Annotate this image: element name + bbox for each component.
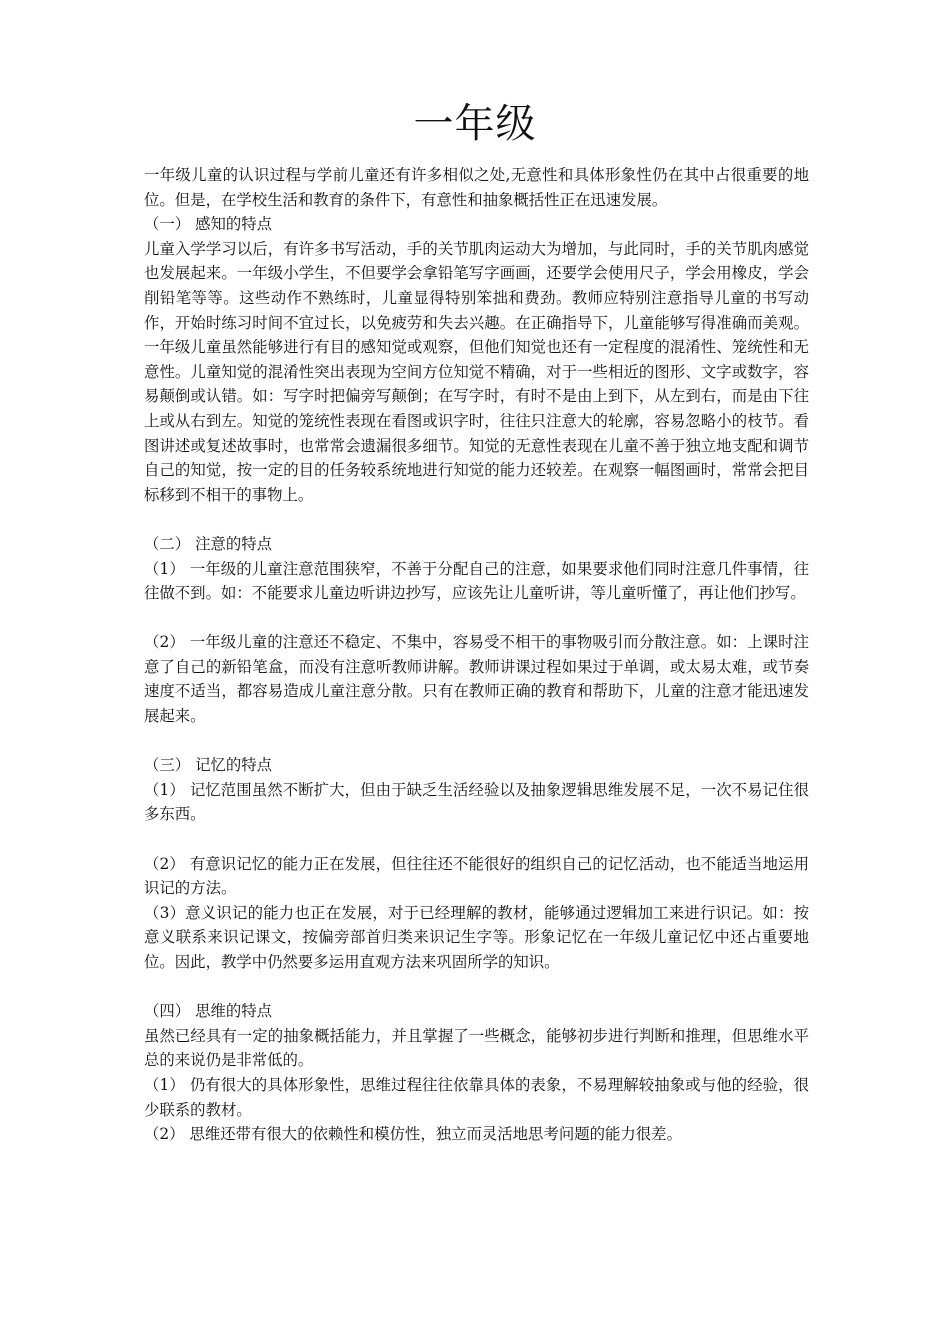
intro-paragraph: 一年级儿童的认识过程与学前儿童还有许多相似之处,无意性和具体形象性仍在其中占很重要的地位。但是，在学校生活和教育的条件下，有意性和抽象概括性正在迅速发展。 xyxy=(144,166,809,209)
paragraph-spacer xyxy=(144,606,809,631)
paragraph-spacer xyxy=(144,729,809,754)
section-heading-perception: （一） 感知的特点 xyxy=(144,215,273,234)
thinking-paragraph: 虽然已经具有一定的抽象概括能力，并且掌握了一些概念，能够初步进行判断和推理，但思维水平总的来说仍是非常低的。 xyxy=(144,1026,809,1070)
attention-item-1: （1） 一年级的儿童注意范围狭窄，不善于分配自己的注意，如果要求他们同时注意几件事情，往往做不到。如：不能要求儿童边听讲边抄写，应该先让儿童听讲，等儿童听懂了，再让他们抄写。 xyxy=(144,559,809,603)
page-title: 一年级 xyxy=(413,101,537,147)
section-heading-memory: （三） 记忆的特点 xyxy=(144,756,273,775)
paragraph-spacer xyxy=(144,975,809,1000)
memory-item-1: （1） 记忆范围虽然不断扩大，但由于缺乏生活经验以及抽象逻辑思维发展不足，一次不易记住很多东西。 xyxy=(144,780,809,824)
document-body xyxy=(144,163,809,1147)
thinking-item-1: （1） 仍有很大的具体形象性，思维过程往往依靠具体的表象，不易理解较抽象或与他的经验，很少联系的教材。 xyxy=(144,1075,809,1119)
attention-item-2: （2） 一年级儿童的注意还不稳定、不集中，容易受不相干的事物吸引而分散注意。如：上课时注意了自己的新铅笔盒，而没有注意听教师讲解。教师讲课过程如果过于单调，或太易太难，或节奏速度不适当，都容易造成儿童注意分散。只有在教师正确的教育和帮助下，儿童的注意才能迅速发展起来。 xyxy=(144,633,809,726)
memory-item-2: （2） 有意识记忆的能力正在发展，但往往还不能很好的组织自己的记忆活动，也不能适当地运用识记的方法。 xyxy=(144,854,809,898)
memory-item-3: （3）意义识记的能力也正在发展，对于已经理解的教材，能够通过逻辑加工来进行识记。如：按意义联系来识记课文，按偏旁部首归类来识记生字等。形象记忆在一年级儿童记忆中还占重要地位。因此，教学中仍然要多运用直观方法来巩固所学的知识。 xyxy=(144,903,809,971)
section-heading-thinking: （四） 思维的特点 xyxy=(144,1002,273,1021)
paragraph-spacer xyxy=(144,507,809,532)
thinking-item-2: （2） 思维还带有很大的依赖性和模仿性，独立而灵活地思考问题的能力很差。 xyxy=(144,1125,682,1144)
perception-paragraph: 儿童入学学习以后，有许多书写活动，手的关节肌肉运动大为增加，与此同时，手的关节肌肉感觉也发展起来。一年级小学生，不但要学会拿铅笔写字画画，还要学会使用尺子，学会用橡皮，学会削铅笔等等。这些动作不熟练时，儿童显得特别笨拙和费劲。教师应特别注意指导儿童的书写动作，开始时练习时间不宜过长，以免疲劳和失去兴趣。在正确指导下，儿童能够写得准确而美观。一年级儿童虽然能够进行有目的感知觉或观察，但他们知觉也还有一定程度的混淆性、笼统性和无意性。儿童知觉的混淆性突出表现为空间方位知觉不精确，对于一些相近的图形、文字或数字，容易颠倒或认错。如：写字时把偏旁写颠倒；在写字时，有时不是由上到下，从左到右，而是由下往上或从右到左。知觉的笼统性表现在看图或识字时，往往只注意大的轮廓，容易忽略小的枝节。看图讲述或复述故事时，也常常会遗漏很多细节。知觉的无意性表现在儿童不善于独立地支配和调节自己的知觉，按一定的目的任务较系统地进行知觉的能力还较差。在观察一幅图画时，常常会把目标移到不相干的事物上。 xyxy=(144,239,809,504)
section-heading-attention: （二） 注意的特点 xyxy=(144,534,273,553)
paragraph-spacer xyxy=(144,827,809,852)
